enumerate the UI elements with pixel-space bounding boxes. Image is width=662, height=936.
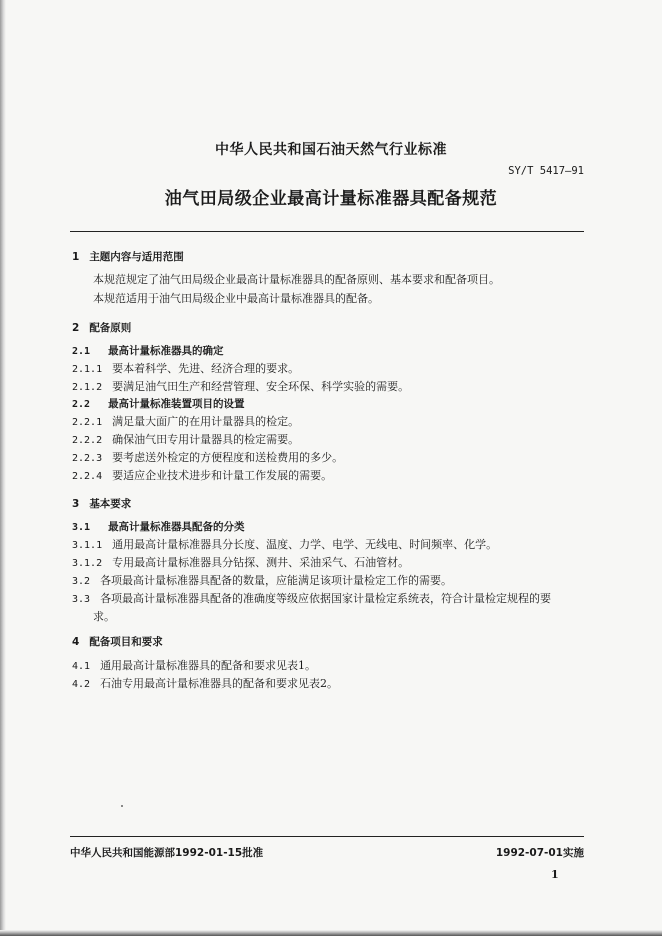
clause-text: 各项最高计量标准器具配备的数量，应能满足该项计量检定工作的需要。 [100,574,453,587]
clause-text: 各项最高计量标准器具配备的准确度等级应依据国家计量检定系统表，符合计量检定规程的要 [100,592,552,605]
clause-3-2 [72,574,452,589]
clause-number: 3.2 [72,576,91,587]
document-title: 油气田局级企业最高计量标准器具配备规范 [164,189,498,209]
clause-number: 2.2.2 [72,435,103,446]
standard-code: SY/T 5417—91 [508,165,584,177]
section-title: 基本要求 [89,498,132,510]
scan-speck [121,805,123,807]
section-number: 3 [72,498,80,510]
clause-text: 石油专用最高计量标准器具的配备和要求见表2。 [100,677,339,690]
section-title: 主题内容与适用范围 [89,251,184,263]
clause-number: 2.2 [72,399,91,410]
scan-edge-bottom [0,930,662,936]
clause-2-2-1 [72,415,299,430]
clause-3-3 [72,592,551,607]
clause-title: 最高计量标准装置项目的设置 [108,398,245,410]
clause-text: 通用最高计量标准器具分长度、温度、力学、电学、无线电、时间频率、化学。 [112,538,498,551]
section-1-heading [72,250,184,264]
clause-number: 4.2 [72,679,91,690]
clause-number: 3.3 [72,594,91,605]
clause-text: 通用最高计量标准器具的配备和要求见表1。 [100,659,317,672]
approval-notice: 中华人民共和国能源部1992-01-15批准 [70,847,264,859]
section-number: 1 [72,251,80,263]
section-1-paragraph-1: 本规范规定了油气田局级企业最高计量标准器具的配备原则、基本要求和配备项目。 [93,273,500,286]
standard-org-heading: 中华人民共和国石油天然气行业标准 [215,142,447,158]
clause-4-1 [72,659,316,674]
effective-date: 1992-07-01实施 [495,847,584,859]
section-title: 配备原则 [89,322,132,334]
clause-number: 2.1.1 [72,364,103,375]
clause-3-1-heading [72,520,245,535]
clause-number: 3.1 [72,522,91,533]
clause-4-2 [72,677,338,692]
clause-text: 确保油气田专用计量器具的检定需要。 [112,433,300,446]
section-2-heading [72,321,131,335]
clause-3-3-continuation: 求。 [93,610,115,623]
clause-text: 要本着科学、先进、经济合理的要求。 [112,362,300,375]
section-1-paragraph-2: 本规范适用于油气田局级企业中最高计量标准器具的配备。 [93,292,379,305]
clause-2-1-2 [72,380,409,395]
clause-2-1-1 [72,362,299,377]
section-number: 4 [72,636,80,648]
clause-number: 2.2.3 [72,453,103,464]
clause-number: 2.1 [72,346,91,357]
clause-2-2-4 [72,469,332,484]
clause-2-2-3 [72,451,343,466]
clause-text: 要考虑送外检定的方便程度和送检费用的多少。 [112,451,344,464]
page-number: 1 [551,868,559,881]
header-rule [70,231,584,232]
section-3-heading [72,497,131,511]
clause-title: 最高计量标准器具的确定 [108,345,224,357]
clause-number: 2.2.1 [72,417,103,428]
clause-3-1-2 [72,556,409,571]
clause-text: 满足量大面广的在用计量器具的检定。 [112,415,300,428]
section-4-heading [72,635,163,649]
clause-3-1-1 [72,538,497,553]
clause-text: 专用最高计量标准器具分钻探、测井、采油采气、石油管材。 [112,556,410,569]
clause-number: 3.1.2 [72,558,103,569]
clause-2-2-2 [72,433,299,448]
clause-number: 2.1.2 [72,382,103,393]
section-title: 配备项目和要求 [89,636,163,648]
clause-2-1-heading [72,344,224,359]
clause-title: 最高计量标准器具配备的分类 [108,521,245,533]
clause-text: 要满足油气田生产和经营管理、安全环保、科学实验的需要。 [112,380,410,393]
clause-number: 2.2.4 [72,471,103,482]
footer-rule [70,836,584,837]
clause-number: 3.1.1 [72,540,103,551]
clause-text: 要适应企业技术进步和计量工作发展的需要。 [112,469,333,482]
clause-2-2-heading [72,397,245,412]
section-number: 2 [72,322,80,334]
clause-number: 4.1 [72,661,91,672]
